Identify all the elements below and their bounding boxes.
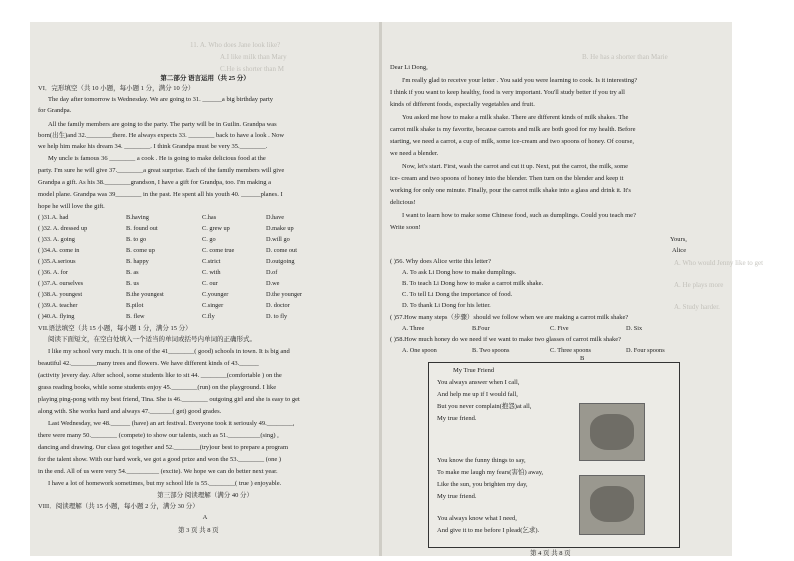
grammar-heading: VII.语法填空（共 15 小题，每小题 1 分，满分 15 分）	[38, 325, 192, 332]
cloze-line: we help him make his dream 34. ________. I think Grandpa must be very 35.________.	[38, 143, 268, 150]
question-57: ( )57.How many steps（步骤）should we follow when we are making a carrot milk shake?	[390, 314, 629, 321]
grammar-line: dancing and drawing. Our class got together and 52.________(try)our best to prepare a program	[38, 444, 288, 451]
page-4: B. He has a shorter than Marie A. Who would Jenny like to get A. He plays more A. Study harder. Dear Li Dong, I'm really glad to receive your letter . You said you were learning to cook. Is it interesting? I think if you want to keep healthy, food is very important. You'll study better if you try all kinds of different foods, especially vegetables and fruit. You asked me how to make a milk shake. There are different kinds of milk shakes. The carrot milk shake is my favorite, because carrots and milk are both good for my health. Before starting, we need a carrot, a cup of milk, some ice-cream and two spoons of honey. Of course, we need a blender. Now, let's start. First, wash the carrot and cut it up. Next, put the carrot, the milk, some ice- cream and two spoons of honey into the blender. Then turn on the blender and keep it working for only one minute. Finally, pour the carrot milk shake into a glass and drink it. It's delicious! I want to learn how to make some Chinese food, such as dumplings. Could you teach me? Write soon! Yours, Alice ( )56. Why does Alice write this letter? A. To ask Li Dong how to make dumplings. B. To teach Li Dong how to make a carrot milk shake. C. To tell Li Dong the importance of food. D. To thank Li Dong for his letter. ( )57.How many steps（步骤）should we follow when we are making a carrot milk shake? A. Three B.Four C. Five D. Six ( )58.How much honey do we need if we want to make two glasses of carrot milk shake? A. One spoon B. Two spoons C. Three spoons D. Four spoons B My True Friend You always answer when I call, And help me up if I would fall, But you never complain(抱怨)at all, My true friend. You know the funny things to say, To make me laugh my fears(害怕) away, Like the sun, you brighten my day, My true friend. You always know what I need, And give it to me before I plead(乞求). 第 4 页 共 8 页	[390, 53, 764, 557]
poem-box	[428, 362, 680, 548]
poem-line: Like the sun, you brighten my day,	[437, 481, 528, 488]
option: B. To teach Li Dong how to make a carrot milk shake.	[402, 280, 544, 287]
poem-line: You always know what I need,	[437, 515, 517, 522]
letter-line: I think if you want to keep healthy, food is very important. You'll study better if you try all	[390, 89, 625, 96]
poem-line: And help me up if I would fall,	[437, 391, 518, 398]
poem-line: To make me laugh my fears(害怕) away,	[437, 469, 544, 476]
cloze-line: born(出生)and 32.________there. He always expects 33. ________ back to have a look . Now	[38, 132, 285, 139]
letter-line: kinds of different foods, especially vegetables and fruit.	[390, 101, 535, 108]
page-footer: 第 4 页 共 8 页	[530, 550, 571, 557]
option: A. To ask Li Dong how to make dumplings.	[402, 269, 517, 276]
grammar-line: Last Wednesday, we 48.______ (have) an art festival. Everyone took it seriously 49.________,	[48, 420, 295, 427]
reading-heading: VIII．阅读理解（共 15 小题，每小题 2 分，满分 30 分）	[38, 503, 199, 510]
cloze-line: for Grandpa.	[38, 107, 72, 114]
bleed-through-text: A. Who would Jenny like to get	[674, 259, 764, 267]
poem-photo	[579, 475, 645, 535]
grammar-line: along with. She works hard and always 47._______( get) good grades.	[38, 408, 222, 415]
letter-line: delicious!	[390, 199, 416, 206]
cloze-line: model plane. Grandpa was 39________ in the past. He spent all his youth 40. ______planes. I	[38, 191, 283, 198]
cloze-line: The day after tomorrow is Wednesday. We are going to 31. ______a big birthday party	[48, 96, 274, 103]
grammar-line: for the talent show. With our hard work, we got a good prize and won the 53.________ (one )	[38, 456, 282, 463]
passage-label: B	[580, 355, 585, 362]
cloze-line: party. I'm sure he will give 37.________a great surprise. Each of the family members will give	[38, 167, 285, 174]
poem-line: You always answer when I call,	[437, 379, 520, 386]
bleed-through-text: 11. A. Who does Jane look like?	[190, 41, 281, 49]
letter-line: working for only one minute. Finally, pour the carrot milk shake into a glass and drink it. It's	[390, 187, 631, 194]
cloze-line: My uncle is famous 36 ________ a cook . He is going to make delicious food at the	[48, 155, 266, 162]
grammar-line: I have a lot of homework sometimes, but my school life is 55.________( true ) enjoyable.	[48, 480, 282, 487]
letter-line: I'm really glad to receive your letter . You said you were learning to cook. Is it interesting?	[402, 77, 638, 84]
cloze-line: All the family members are going to the party. The party will be in Guilin. Grandpa was	[48, 121, 277, 128]
grammar-line: beautiful 42.________many trees and flowers. We have different kinds of 43.______	[38, 360, 259, 367]
letter-line: ice- cream and two spoons of honey into the blender. Then turn on the blender and keep it	[390, 175, 624, 182]
passage-label: A	[202, 514, 208, 521]
page-3: 11. A. Who does Jane look like? A.I like milk than Mary C.He is shorter than M 第二部分 语言运用（共 25 分） VI．完形填空（共 10 小题，每小题 1 分，满分 10 分） The day after tomorrow is Wednesday. We are going to 31. ______a big birthday party for Grandpa. All the family members are going to the party. The party will be in Guilin. Grandpa was born(出生)and 32.________there. He always expects 33. ________ back to have a look . Now we help him make his dream 34. ________. I think Grandpa must be very 35.________. My uncle is famous 36 ________ a cook . He is going to make delicious food at the party. I'm sure he will give 37.________a great surprise. Each of the family members will give Grandpa a gift. As his 38.________grandson, I have a gift for Grandpa, too. I'm making a model plane. Grandpa was 39________ in the past. He spent all his youth 40. ______planes. I hope he will love the gift. ( )31.A. had B.having C.has D.have ( )32. A. dressed up B. found out C. grew up D.make up ( )33. A. going B. to go C. go D.will go ( )34.A. come in B. come up C. come true D. come out ( )35.A.serious B. happy C.strict D.outgoing ( )36. A. for B. as C. with D.of ( )37.A. ourselves B. us C. our D.we ( )38.A. youngest B.the youngest C.younger D.the younger ( )39.A. teacher B.pilot C.singer D. doctor ( )40.A. flying B. flew C.fly D. to fly VII.语法填空（共 15 小题，每小题 1 分，满分 15 分） 阅读下面短文，在空白处填入一个适当的单词或括号内单词的正确形式。 I like my school very much. It is one of the 41________( good) schools in town. It is big and beautiful 42.________many trees and flowers. We have different kinds of 43.______ (activity )every day. After school, some students like to sit 44. ________(comfortable ) on the grass reading books, while some students enjoy 45.________(run) on the playground. I like playing ping-pong with my best friend, Tina. She is 46.________ outgoing girl and she is easy to get along with. She works hard and always 47._______( get) good grades. Last Wednesday, we 48.______ (have) an art festival. Everyone took it seriously 49.________, there were many 50.________ (compete) to show our talents, such as 51.__________(sing) , dancing and drawing. Our class got together and 52.________(try)our best to prepare a program for the talent show. With our hard work, we got a good prize and won the 53.________ (one ) in the end. All of us were very 54.__________ (excite). We hope we can do better next year. I have a lot of homework sometimes, but my school life is 55.________( true ) enjoyable. 第三部分 阅读理解（满分 40 分） VIII．阅读理解（共 15 小题，每小题 2 分，满分 30 分） A 第 3 页 共 8 页	[30, 22, 380, 556]
letter-line: I want to learn how to make some Chinese food, such as dumplings. Could you teach me?	[402, 212, 636, 219]
poem-line: And give it to me before I plead(乞求).	[437, 527, 540, 534]
cloze-line: Grandpa a gift. As his 38.________grandson, I have a gift for Grandpa, too. I'm making a	[38, 179, 271, 186]
letter-closing: Yours,	[670, 236, 687, 243]
section-title: 第二部分 语言运用（共 25 分）	[160, 75, 250, 82]
question-58: ( )58.How much honey do we need if we want to make two glasses of carrot milk shake?	[390, 336, 622, 343]
grammar-line: I like my school very much. It is one of the 41________( good) schools in town. It is big and	[48, 348, 290, 355]
scanned-sheet	[30, 22, 764, 557]
letter-line: starting, we need a carrot, a cup of milk, some ice-cream and two spoons of honey. Of course,	[390, 138, 634, 145]
bleed-through-text: A.I like milk than Mary	[220, 53, 287, 61]
bleed-through-text: B. He has a shorter than Marie	[582, 53, 668, 61]
letter-line: Write soon!	[390, 224, 421, 231]
letter-line: Now, let's start. First, wash the carrot and cut it up. Next, put the carrot, the milk, some	[402, 163, 629, 170]
grammar-line: (activity )every day. After school, some students like to sit 44. ________(comfortable ) on the	[38, 372, 282, 379]
cloze-heading: VI．完形填空（共 10 小题，每小题 1 分，满分 10 分）	[38, 85, 195, 92]
letter-signature: Alice	[672, 247, 687, 254]
poem-line: But you never complain(抱怨)at all,	[437, 403, 532, 410]
bleed-through-text: A. He plays more	[674, 281, 724, 289]
bleed-through-text: A. Study harder.	[674, 303, 720, 311]
poem-photo	[579, 403, 645, 461]
poem-title: My True Friend	[453, 367, 495, 374]
letter-line: we need a blender.	[390, 150, 439, 157]
poem-line: My true friend.	[437, 415, 477, 422]
poem-line: My true friend.	[437, 493, 477, 500]
grammar-line: playing ping-pong with my best friend, Tina. She is 46.________ outgoing girl and she is easy to get	[38, 396, 300, 403]
grammar-line: there were many 50.________ (compete) to show our talents, such as 51.__________(sing) ,	[38, 432, 279, 439]
bleed-through-text: C.He is shorter than M	[220, 65, 284, 73]
page-footer: 第 3 页 共 8 页	[178, 527, 219, 534]
part3-title: 第三部分 阅读理解（满分 40 分）	[157, 492, 253, 499]
letter-line: carrot milk shake is my favorite, because carrots and milk are both good for my health. Before	[390, 126, 636, 133]
grammar-line: in the end. All of us were very 54.__________ (excite). We hope we can do better next year.	[38, 468, 278, 475]
question-56: ( )56. Why does Alice write this letter?	[390, 258, 491, 265]
letter-line: Dear Li Dong,	[390, 64, 428, 71]
grammar-line: grass reading books, while some students enjoy 45.________(run) on the playground. I like	[38, 384, 277, 391]
option: D. To thank Li Dong for his letter.	[402, 302, 491, 309]
grammar-instruction: 阅读下面短文，在空白处填入一个适当的单词或括号内单词的正确形式。	[48, 336, 256, 343]
letter-line: You asked me how to make a milk shake. There are different kinds of milk shakes. The	[402, 114, 629, 121]
poem-line: You know the funny things to say,	[437, 457, 526, 464]
option: C. To tell Li Dong the importance of food.	[402, 291, 513, 298]
cloze-line: hope he will love the gift.	[38, 203, 105, 210]
